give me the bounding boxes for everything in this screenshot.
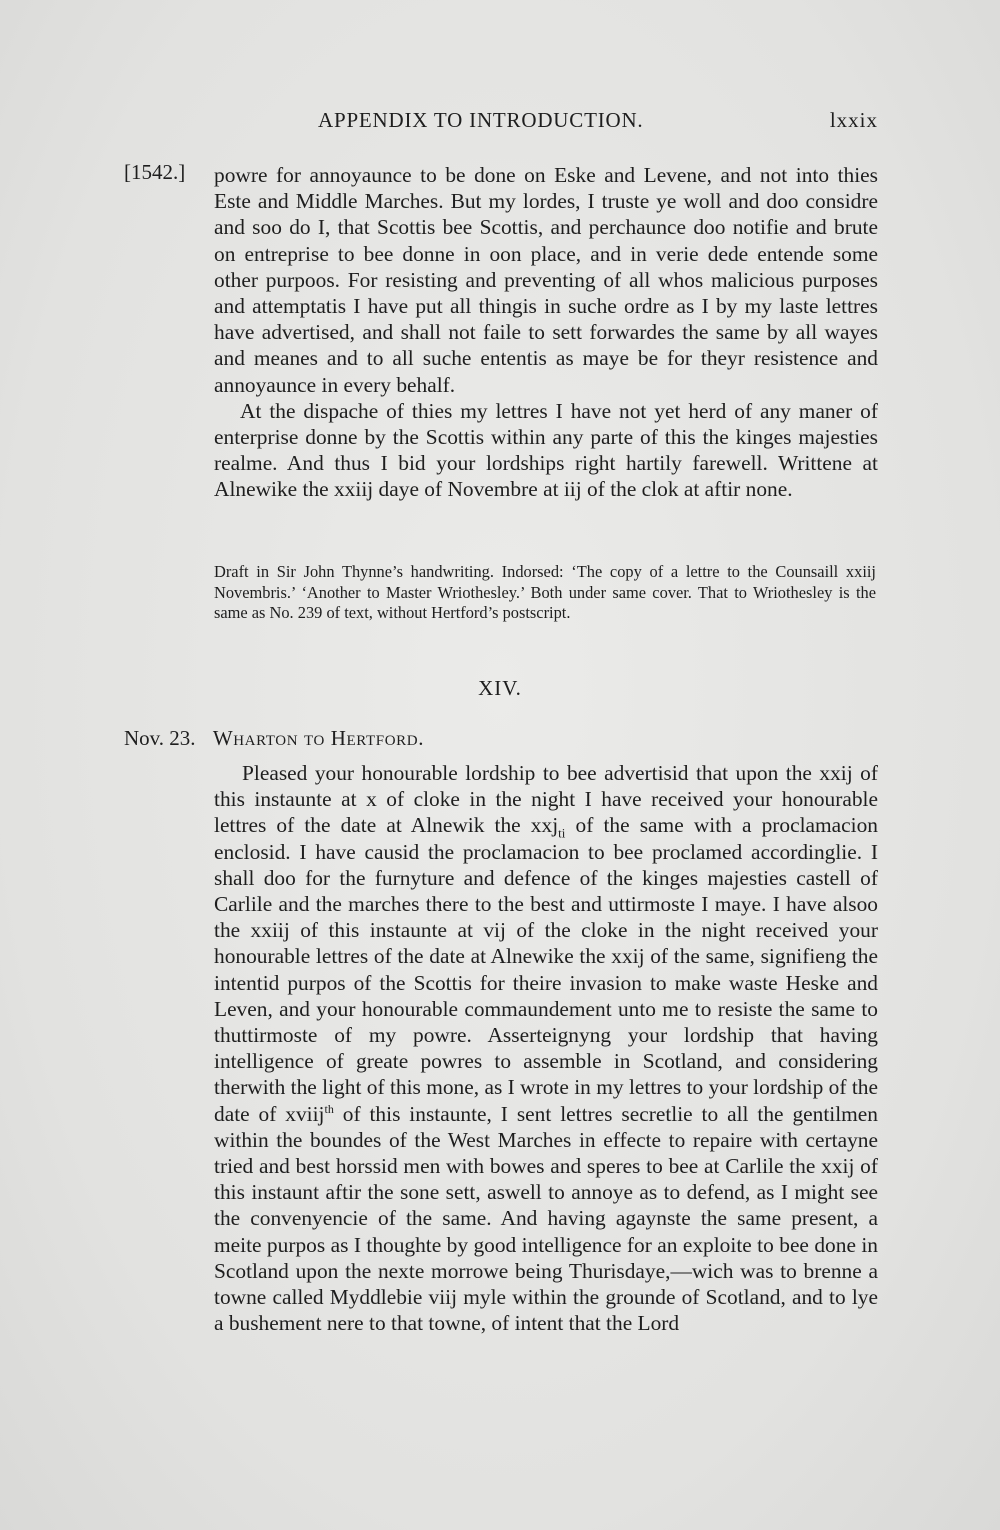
running-head <box>0 108 1000 142</box>
first-letter-paragraph-2: At the dispache of thies my lettres I have not yet herd of any maner of enterprise donne by the Scottis within any parte of this the kinges majesties realme. And thus I bid your lordships right hartily farewell. Writtene at Alnewike the xxiij daye of Novembre at iij of the clok at aftir none. <box>214 398 878 502</box>
editorial-note-text: Draft in Sir John Thynne’s handwriting. Indorsed: ‘The copy of a lettre to the Counsaill xxiij Novembris.’ ‘Another to Master Wriothesley.’ Both under same cover. That to Wriothesley is the same as No. 239 of text, without Hertford’s postscript. <box>214 562 876 623</box>
letter-text-part-3: of this instaunte, I sent lettres secretlie to all the gentilmen within the boundes of the West Marches in effecte to repaire with certayne tried and best horssid men with bowes and speres to bee at Carlile the xxij of this instaunt aftir the sone sett, aswell to annoye as to defend, as I might see the convenyencie of the same. And having agaynste the same present, a meite purpos as I thoughte by good intelligence for an exploite to bee done in Scotland upon the nexte morrowe being Thurisdaye,—wich was to brenne a towne called Myddlebie viij myle within the grounde of Scotland, and to lye a bushement nere to that towne, of intent that the Lord <box>214 1101 878 1336</box>
superscript-th: th <box>324 1101 334 1116</box>
letter-text-part-1: Pleased your honourable lordship to bee advertisid that upon the xxij of this instaunte at x of cloke in the night I have received your honourable lettres of the date at Alnewik the xxj <box>214 761 878 838</box>
entry-title: Wharton to Hertford. <box>212 726 425 750</box>
editorial-note <box>214 562 876 624</box>
entry-heading <box>124 726 424 751</box>
first-letter-paragraph-1: powre for annoyaunce to be done on Eske and Levene, and not into thies Este and Middle Marches. But my lordes, I truste ye woll and doo considre and soo do I, that Scottis bee Scottis, and perchaunce doo notifie and brute on entreprise to bee donne in oon place, and in verie dede entende some other purpoos. For resisting and preventing of all whos malicious purposes and attemptatis I have put all thingis in suche ordre as I by my laste lettres have advertised, and shall not faile to sett forwardes the same by all wayes and meanes and to all suche ententis as maye be for theyr resistence and annoyaunce in every behalf. <box>214 163 878 397</box>
first-letter-text <box>214 162 878 503</box>
entry-date: Nov. 23. <box>124 726 196 750</box>
running-head-title: APPENDIX TO INTRODUCTION. <box>318 108 644 132</box>
second-letter-paragraph <box>214 760 878 1336</box>
margin-year-note: [1542.] <box>124 160 186 184</box>
subscript-ti: ti <box>558 825 566 841</box>
section-number: XIV. <box>478 676 522 700</box>
letter-text-part-2: of the same with a proclamacion enclosid. I have causid the proclamacion to bee proclamed accordinglie. I shall doo for the furnyture and defence of the kinges majesties castell of Carlile and the marches there to the best and uttirmoste I maye. I have alsoo the xxiij of this instaunte at vij of the cloke in the night received your honourable lettres of the date at Alnewike the xxij of the same, signifieng the intentid purpos of the Scottis for theire invasion to make waste Heske and Leven, and your honourable commaundement unto me to resiste the same to thuttirmoste of my powre. Asserteignyng your lordship that having intelligence of greate powres to assemble in Scotland, and considering therwith the light of this mone, as I wrote in my lettres to your lordship of the date of xviij <box>214 813 879 1126</box>
page-number: lxxix <box>829 108 878 132</box>
second-letter-text <box>214 760 878 1336</box>
